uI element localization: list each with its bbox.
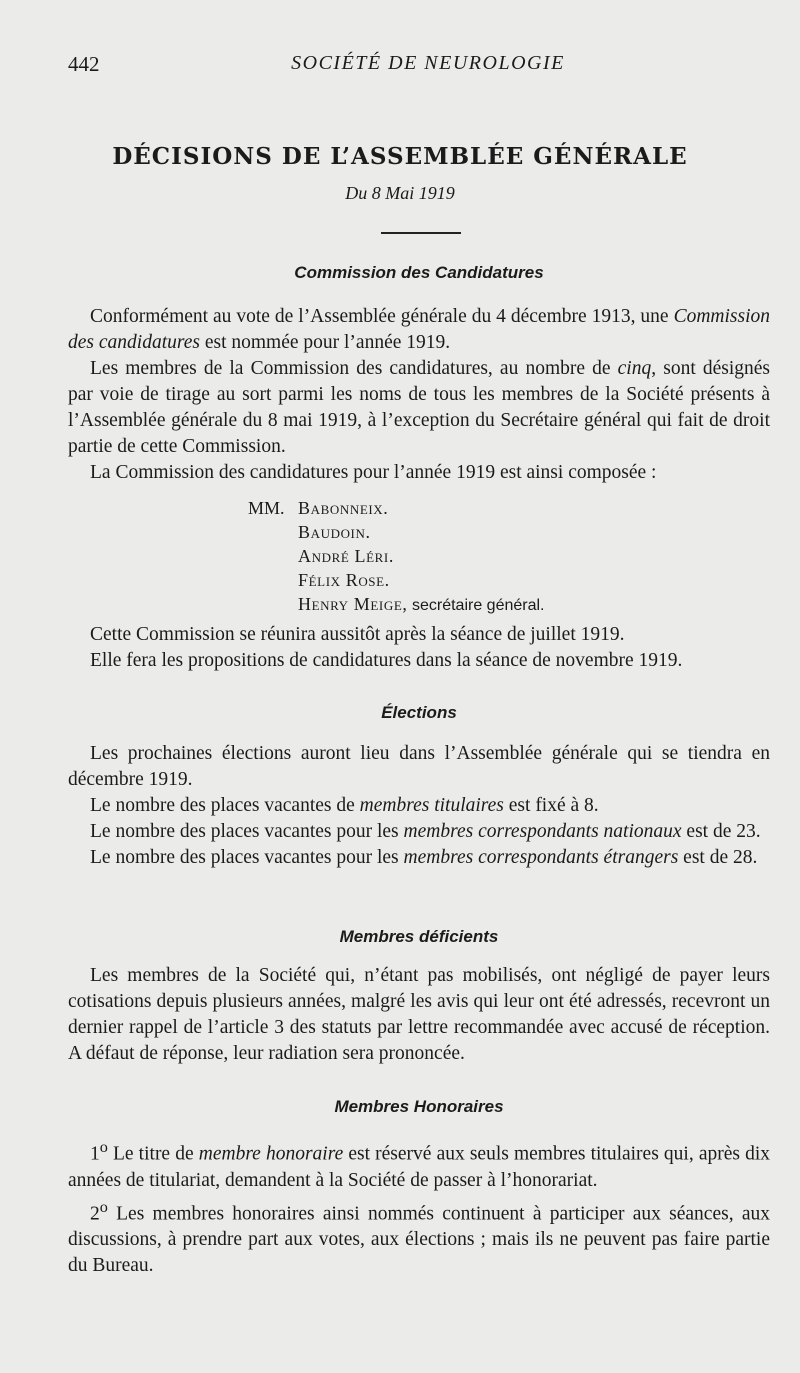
text-run: Les membres de la Commission des candidatures, au nombre de: [90, 358, 618, 379]
elections-text: [68, 741, 770, 871]
item-number: 2: [90, 1203, 100, 1224]
elections-paragraph: [68, 845, 770, 871]
heading-commission: Commission des Candidatures: [294, 263, 544, 282]
commission-text: [68, 304, 770, 486]
text-run: est fixé à 8.: [503, 795, 599, 816]
item-number: 1: [90, 1143, 100, 1165]
commission-text-after: [68, 622, 770, 674]
text-run: Le nombre des places vacantes de: [90, 795, 360, 816]
heading-honoraires: Membres Honoraires: [334, 1097, 504, 1116]
member-name: Baudoin.: [298, 522, 371, 542]
text-run: est de 28.: [678, 847, 758, 868]
title-divider: [381, 232, 461, 234]
assembly-date: Du 8 Mai 1919: [345, 183, 455, 203]
commission-paragraph: La Commission des candidatures pour l’année 1919 est ainsi composée :: [90, 462, 657, 483]
member-row: [248, 592, 545, 618]
deficients-text: [68, 963, 770, 1067]
text-run: est de 23.: [681, 821, 761, 842]
commission-paragraph: Elle fera les propositions de candidatures dans la séance de novembre 1919.: [90, 650, 683, 671]
running-head: [68, 52, 768, 82]
member-name: Babonneix.: [298, 498, 389, 518]
deficients-paragraph: Les membres de la Société qui, n’étant pas mobilisés, ont négligé de payer leurs cotisations depuis plusieurs années, malgré les avis qui leur ont été adressés, recevront un dernier rappel de l’article 3 des statuts par lettre recommandée avec accusé de réception. A défaut de réponse, leur radiation sera prononcée.: [68, 965, 770, 1064]
honoraires-paragraph: [68, 1134, 770, 1194]
page-number: 442: [68, 52, 100, 76]
ordinal-mark: o: [99, 1138, 108, 1156]
honoraires-paragraph: [68, 1194, 770, 1280]
member-name: Henry Meige,: [298, 594, 408, 614]
member-row: [248, 496, 545, 520]
text-run: Les membres honoraires ainsi nommés continuent à participer aux séances, aux discussions, à prendre part aux votes, aux élections ; mais ils ne peuvent pas faire partie du Bureau.: [68, 1203, 770, 1276]
text-run: , sont désignés par voie de tirage au sort parmi les noms de tous les membres de la Société présents à l’Assemblée générale du 8 mai 1919, à l’exception du Secrétaire général qui fait de droit partie de cette Commission.: [68, 358, 770, 457]
text-run: Conformément au vote de l’Assemblée générale du 4 décembre 1913, une: [90, 306, 674, 327]
commission-paragraph: Cette Commission se réunira aussitôt après la séance de juillet 1919.: [90, 624, 625, 645]
italic-run: membres correspondants nationaux: [403, 821, 682, 842]
page-title: DÉCISIONS DE L’ASSEMBLÉE GÉNÉRALE: [112, 143, 688, 170]
italic-run: membre honoraire: [198, 1143, 344, 1165]
member-name: Félix Rose.: [298, 570, 390, 590]
member-name: André Léri.: [298, 546, 394, 566]
commission-paragraph: [68, 356, 770, 460]
italic-run: cinq: [617, 358, 652, 379]
heading-elections: Élections: [381, 703, 457, 722]
text-run: Le nombre des places vacantes pour les: [90, 847, 404, 868]
members-prefix: MM.: [248, 498, 285, 518]
member-row: [248, 544, 545, 568]
member-row: [248, 520, 545, 544]
ordinal-mark: o: [99, 1197, 108, 1216]
elections-paragraph: [68, 819, 770, 845]
text-run: Le nombre des places vacantes pour les: [90, 821, 404, 842]
italic-run: Commission des candidatures: [68, 306, 770, 353]
text-run: Le titre de: [107, 1143, 199, 1165]
commission-paragraph: [68, 304, 770, 356]
text-run: est nommée pour l’année 1919.: [199, 332, 451, 353]
heading-deficients: Membres déficients: [339, 927, 499, 946]
italic-run: membres correspondants étrangers: [403, 847, 679, 868]
commission-members-list: [248, 496, 545, 618]
running-title: SOCIÉTÉ DE NEUROLOGIE: [291, 52, 565, 74]
italic-run: membres titulaires: [359, 795, 504, 816]
member-role: secrétaire général.: [411, 597, 545, 614]
elections-paragraph: [68, 793, 770, 819]
member-row: [248, 568, 545, 592]
honoraires-text: [68, 1134, 770, 1279]
text-run: est réservé aux seuls membres titulaires qui, après dix années de titulariat, demandent à la Société de passer à l’honorariat.: [68, 1143, 771, 1191]
elections-paragraph: Les prochaines élections auront lieu dans l’Assemblée générale qui se tiendra en décembre 1919.: [68, 743, 770, 790]
